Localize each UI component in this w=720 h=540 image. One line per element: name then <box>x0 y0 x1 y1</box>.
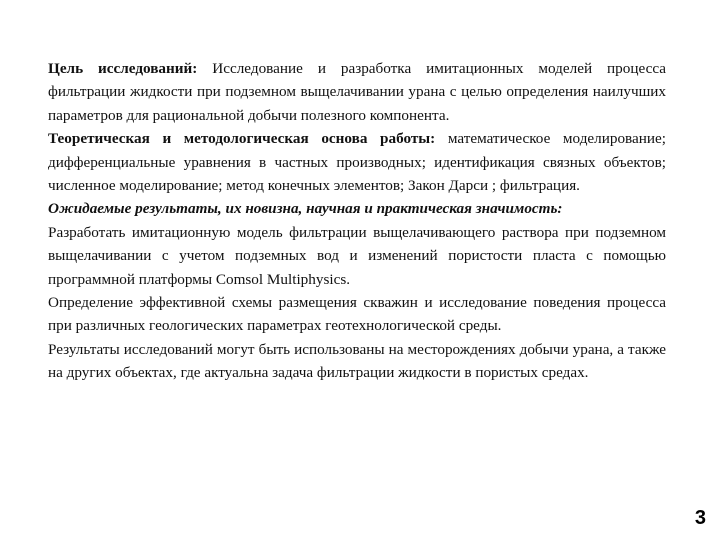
theory-paragraph <box>48 127 666 197</box>
results-label: Ожидаемые результаты, их новизна, научная и практическая значимость: <box>48 200 563 218</box>
theory-text: математическое моделирование; дифференциальные уравнения в частных производных; идентификация связных объектов; численное моделирование; метод конечных элементов; Закон Дарси ; фильтрация. <box>48 130 666 195</box>
page-number: 3 <box>694 507 706 529</box>
theory-label: Теоретическая и методологическая основа работы: <box>48 130 436 148</box>
slide-body <box>48 57 666 385</box>
goal-label: Цель исследований: <box>48 60 198 77</box>
results-paragraph-2: Определение эффективной схемы размещения скважин и исследование поведения процесса при различных геологических параметрах геотехнологической среды. <box>48 294 666 335</box>
results-paragraph-3: Результаты исследований могут быть использованы на месторождениях добычи урана, а также на других объектах, где актуальна задача фильтрации жидкости в пористых средах. <box>48 340 666 382</box>
results-heading <box>48 197 666 220</box>
results-paragraph-1: Разработать имитационную модель фильтрации выщелачивающего раствора при подземном выщелачивании с учетом подземных вод и изменений пористости пласта с помощью программной платформы Comsol Multiphysics. <box>48 223 666 288</box>
goal-text: Исследование и разработка имитационных моделей процесса фильтрации жидкости при подземном выщелачивании урана с целью определения наилучших параметров для рациональной добычи полезного компонента. <box>48 60 666 124</box>
goal-paragraph <box>48 57 666 127</box>
